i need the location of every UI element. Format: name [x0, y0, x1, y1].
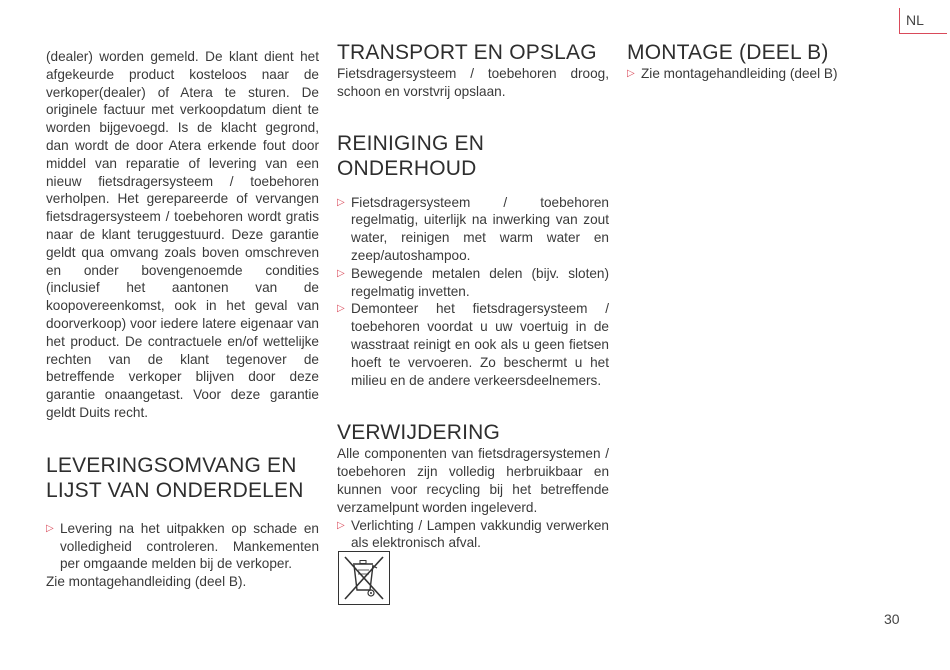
triangle-bullet-icon: ▷: [337, 519, 345, 531]
list-item: ▷ Fietsdragersysteem / toebehoren regelmatig, uiterlijk na inwerking van zout water, reinigen met warm water en zeep/autoshampoo.: [337, 194, 609, 263]
montage-list: [627, 65, 907, 83]
leveringsomvang-list: [46, 520, 319, 573]
language-tab: NL: [899, 8, 947, 34]
list-item: ▷ Levering na het uitpakken op schade en volledigheid controleren. Mankementen per omgaande melden bij de verkoper.: [46, 520, 319, 572]
column-right: [627, 40, 907, 83]
leveringsomvang-note: Zie montagehandleiding (deel B).: [46, 574, 247, 590]
list-item: ▷ Demonteer het fietsdragersysteem / toebehoren voordat u uw voertuig in de wasstraat reinigt en ook als u geen fietsen hoeft te vervoeren. Zo beschermt u het milieu en de andere verkeersdeelnemers.: [337, 301, 609, 388]
heading-transport: TRANSPORT EN OPSLAG: [337, 41, 597, 64]
triangle-bullet-icon: ▷: [337, 303, 345, 315]
verwijdering-list: [337, 517, 609, 553]
heading-reiniging: REINIGING EN ONDERHOUD: [337, 131, 485, 180]
heading-montage: MONTAGE (DEEL B): [627, 41, 829, 64]
list-item: ▷ Zie montagehandleiding (deel B): [627, 66, 838, 81]
page-number: 30: [884, 611, 900, 627]
triangle-bullet-icon: ▷: [337, 196, 345, 208]
reiniging-list: [337, 194, 609, 390]
heading-leveringsomvang: LEVERINGSOMVANG EN LIJST VAN ONDERDELEN: [46, 453, 304, 502]
column-left: [46, 48, 319, 591]
verwijdering-text: Alle componenten van fietsdragersystemen / toebehoren zijn volledig herbruikbaar en kunnen voor recycling bij het betreffende verzamelpunt worden ingeleverd.: [337, 446, 609, 515]
warranty-paragraph: (dealer) worden gemeld. De klant dient het afgekeurde product kosteloos naar de verkoper(dealer) of Atera te sturen. De originele factuur met verkoopdatum dient te worden bijgevoegd. Is de klacht gegrond, dan wordt de door Atera erkende fout door middel van reparatie of levering van een nieuw fietsdragersysteem / toebehoren verholpen. Het gerepareerde of vervangen fietsdragersysteem / toebehoren wordt gratis naar de klant teruggestuurd. Deze garantie geldt qua omvang zoals boven omschreven en onder bovengenoemde condities (inclusief het aantonen van de koopovereenkomst, ook in het geval van doorverkoop) voor iedere latere eigenaar van het product. De contractuele en/of wettelijke rechten van de klant tegenover de betreffende verkoper blijven door deze garantie onaangetast. Voor deze garantie geldt Duits recht.: [46, 49, 319, 420]
triangle-bullet-icon: ▷: [46, 522, 54, 534]
list-item: ▷ Bewegende metalen delen (bijv. sloten) regelmatig invetten.: [337, 265, 609, 299]
crossed-out-wheelie-bin-icon: [338, 551, 390, 605]
transport-text: Fietsdragersysteem / toebehoren droog, schoon en vorstvrij opslaan.: [337, 66, 609, 99]
heading-verwijdering: VERWIJDERING: [337, 421, 501, 445]
column-middle: [337, 40, 609, 552]
triangle-bullet-icon: ▷: [627, 68, 635, 79]
list-item: ▷ Verlichting / Lampen vakkundig verwerken als elektronisch afval.: [337, 517, 609, 551]
triangle-bullet-icon: ▷: [337, 267, 345, 279]
